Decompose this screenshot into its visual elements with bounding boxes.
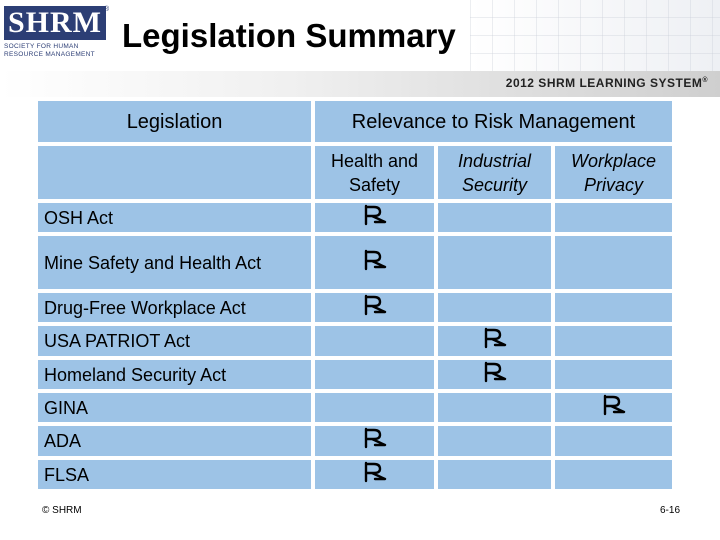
row-label: OSH Act: [38, 203, 311, 232]
row-label: GINA: [38, 393, 311, 422]
mark-cell: [438, 460, 551, 489]
mark-cell: [555, 393, 672, 422]
subheader-health-safety: Health and Safety: [315, 146, 434, 199]
mark-cell: [315, 236, 434, 289]
subheader-blank: [38, 146, 311, 199]
slide-header: [0, 0, 720, 98]
page-title: Legislation Summary: [122, 17, 456, 54]
shrm-logo: [4, 6, 108, 66]
footer-page-number: 6-16: [659, 505, 680, 516]
pointing-hand-check-icon: [601, 394, 627, 422]
row-label: ADA: [38, 426, 311, 456]
column-header-relevance: Relevance to Risk Management: [315, 101, 672, 142]
row-label: USA PATRIOT Act: [38, 326, 311, 356]
mark-cell: [315, 326, 434, 356]
logo-text: SHRM: [4, 6, 106, 40]
pointing-hand-check-icon: [362, 294, 388, 322]
mark-cell: [438, 326, 551, 356]
mark-cell: [438, 293, 551, 322]
mark-cell: [315, 426, 434, 456]
mark-cell: [315, 460, 434, 489]
pointing-hand-check-icon: [482, 361, 508, 389]
row-label: FLSA: [38, 460, 311, 489]
mark-cell: [438, 203, 551, 232]
logo-registered-mark: ®: [104, 6, 110, 13]
subheader-workplace-privacy: Workplace Privacy: [555, 146, 672, 199]
row-label: Drug-Free Workplace Act: [38, 293, 311, 322]
pointing-hand-check-icon: [362, 427, 388, 455]
pointing-hand-check-icon: [362, 461, 388, 489]
mark-cell: [315, 393, 434, 422]
pointing-hand-check-icon: [362, 249, 388, 277]
mark-cell: [555, 326, 672, 356]
column-header-legislation: Legislation: [38, 101, 311, 142]
header-decoration: [470, 0, 720, 72]
footer-copyright: © SHRM: [42, 505, 82, 516]
subheader-industrial-security: Industrial Security: [438, 146, 551, 199]
pointing-hand-check-icon: [482, 327, 508, 355]
mark-cell: [555, 460, 672, 489]
mark-cell: [555, 426, 672, 456]
mark-cell: [438, 393, 551, 422]
mark-cell: [438, 426, 551, 456]
mark-cell: [555, 360, 672, 389]
row-label: Mine Safety and Health Act: [38, 236, 311, 289]
learning-system-label: [506, 76, 708, 90]
logo-subtitle: SOCIETY FOR HUMAN RESOURCE MANAGEMENT: [4, 43, 95, 58]
mark-cell: [438, 236, 551, 289]
mark-cell: [315, 293, 434, 322]
mark-cell: [315, 203, 434, 232]
mark-cell: [555, 203, 672, 232]
mark-cell: [315, 360, 434, 389]
learning-system-reg: ®: [702, 77, 708, 84]
pointing-hand-check-icon: [362, 204, 388, 232]
mark-cell: [438, 360, 551, 389]
learning-system-text: 2012 SHRM LEARNING SYSTEM: [505, 76, 703, 90]
row-label: Homeland Security Act: [38, 360, 311, 389]
mark-cell: [555, 293, 672, 322]
mark-cell: [555, 236, 672, 289]
